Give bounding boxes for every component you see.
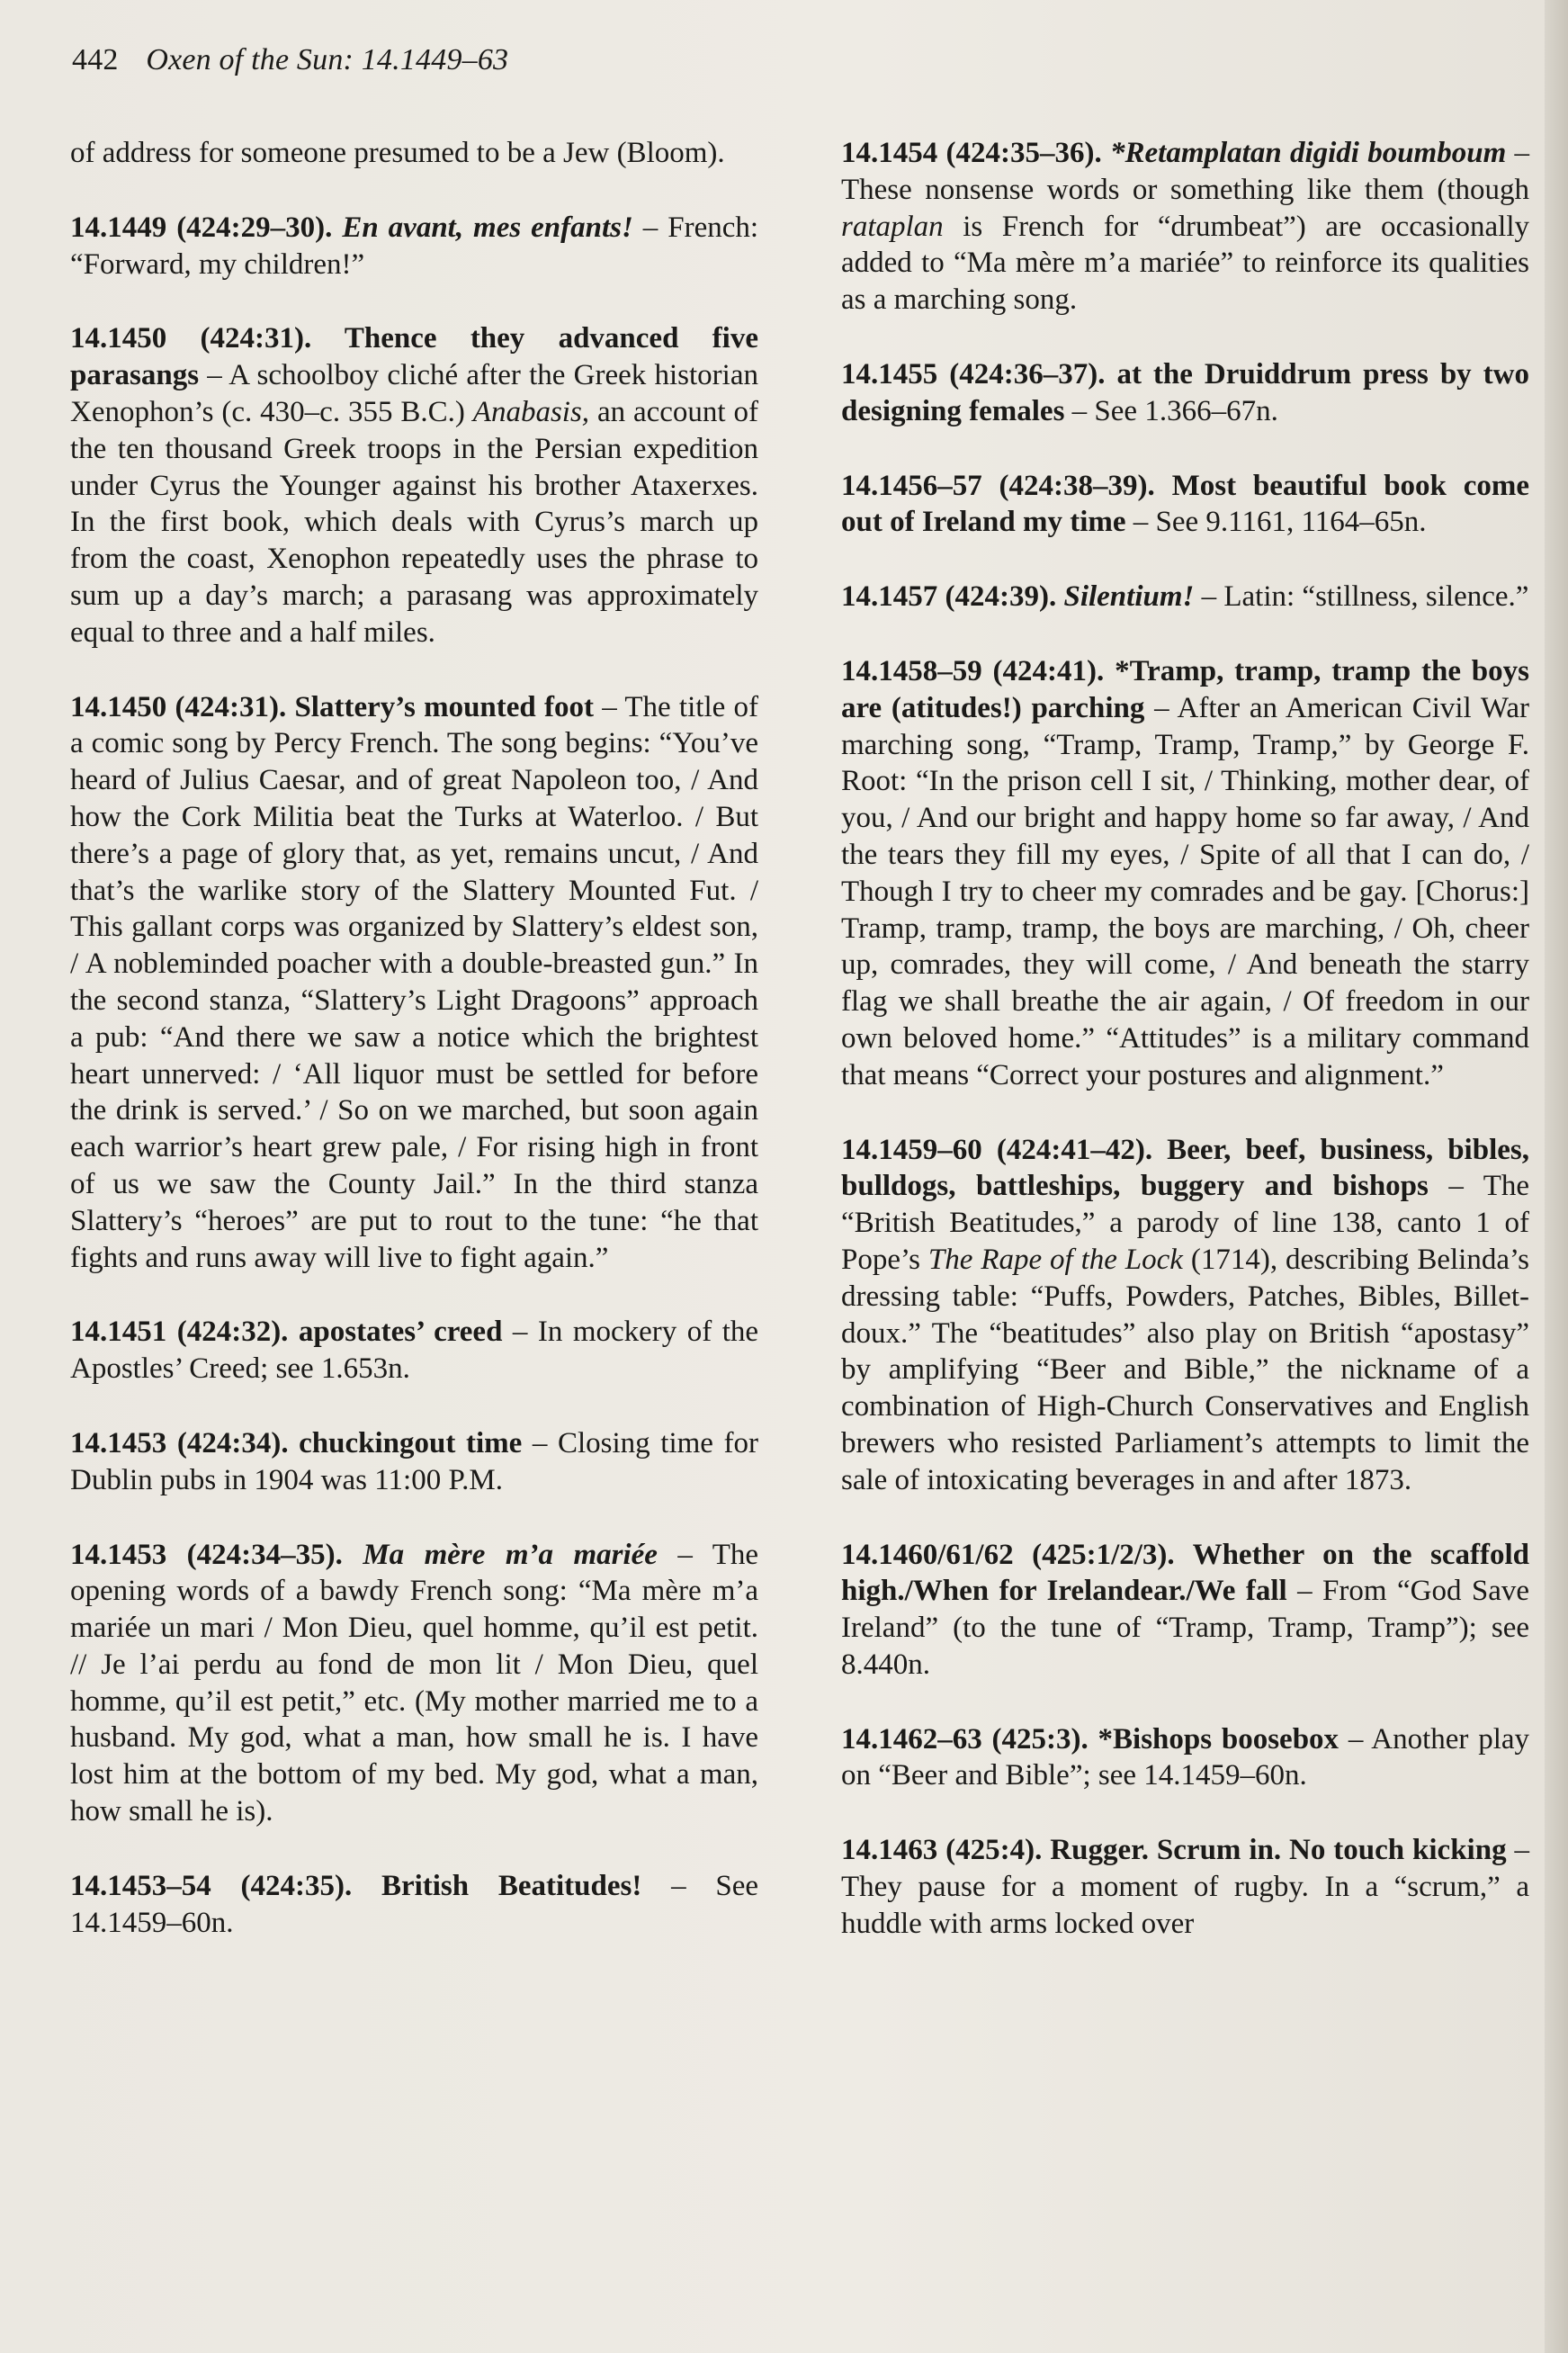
entry-14-1450-parasangs: 14.1450 (424:31). Thence they advanced five parasangs – A schoolboy cliché after the Greek historian Xenophon’s (c. 430–c. 355 B.C.) Anabasis, an account of the ten thousand Greek troops in the Persian expedition under Cyrus the Younger against his brother Ataxerxes. In the first book, which deals with Cyrus’s march up from the coast, Xenophon repeatedly uses the phrase to sum up a day’s march; a parasang was approximately equal to three and a half miles.: [70, 322, 758, 649]
entry-continuation: of address for someone presumed to be a Jew (Bloom).: [70, 137, 725, 169]
entry-14-1463: 14.1463 (425:4). Rugger. Scrum in. No touch kicking – They pause for a moment of rugby. In a “scrum,” a huddle with arms locked over: [841, 1834, 1529, 1940]
entry-14-1453-54: 14.1453–54 (424:35). British Beatitudes! – See 14.1459–60n.: [70, 1869, 758, 1939]
left-column: [70, 135, 758, 1979]
entry-14-1453-chuckingout: 14.1453 (424:34). chuckingout time – Closing time for Dublin pubs in 1904 was 11:00 P.M.: [70, 1426, 759, 1496]
running-header: [72, 43, 508, 77]
entry-14-1460-61-62: 14.1460/61/62 (425:1/2/3). Whether on the scaffold high./When for Irelandear./We fall – From “God Save Ireland” (to the tune of “Tramp, Tramp, Tramp”); see 8.440n.: [841, 1538, 1530, 1681]
page-edge: [1545, 0, 1568, 2353]
entry-14-1450-slattery: 14.1450 (424:31). Slattery’s mounted foot – The title of a comic song by Percy French. The song begins: “You’ve heard of Julius Caesar, and of great Napoleon too, / And how the Cork Militia beat the Turks at Waterloo. / But there’s a page of glory that, as yet, remains uncut, / And that’s the warlike story of the Slattery Mounted Fut. / This gallant corps was organized by Slattery’s eldest son, / A nobleminded poacher with a double-breasted gun.” In the second stanza, “Slattery’s Light Dragoons” approach a pub: “And there we saw a notice which the brightest heart unnerved: / ‘All liquor must be settled for before the drink is served.’ / So on we marched, but soon again each warrior’s heart grew pale, / For rising high in front of us we saw the County Jail.” In the third stanza Slattery’s “heroes” are put to rout to the tune: “he that fights and runs away will live to fight again.”: [70, 690, 758, 1274]
entry-14-1459-60: 14.1459–60 (424:41–42). Beer, beef, business, bibles, bulldogs, battleships, buggery and bishops – The “British Beatitudes,” a parody of line 138, canto 1 of Pope’s The Rape of the Lock (1714), describing Belinda’s dressing table: “Puffs, Powders, Patches, Bibles, Billet-doux.” The “beatitudes” also play on British “apostasy” by amplifying “Beer and Bible,” the nickname of a combination of High-Church Conservatives and English brewers who resisted Parliament’s attempts to limit the sale of intoxicating beverages in and after 1873.: [841, 1133, 1530, 1496]
entry-14-1449: 14.1449 (424:29–30). En avant, mes enfants! – French: “Forward, my children!”: [70, 211, 759, 281]
entry-14-1458-59: 14.1458–59 (424:41). *Tramp, tramp, tramp the boys are (atitudes!) parching – After an American Civil War marching song, “Tramp, Tramp, Tramp,” by George F. Root: “In the prison cell I sit, / Thinking, mother dear, of you, / And our bright and happy home so far away, / And the tears they fill my eyes, / Spite of all that I can do, / Though I try to cheer my comrades and be gay. [Chorus:] Tramp, tramp, tramp, the boys are marching, / Oh, cheer up, comrades, they will come, / And beneath the starry flag we shall breathe the air again, / Of freedom in our own beloved home.” “Attitudes” is a military command that means “Correct your postures and alignment.”: [841, 654, 1529, 1091]
entry-14-1451: 14.1451 (424:32). apostates’ creed – In mockery of the Apostles’ Creed; see 1.653n.: [70, 1316, 759, 1386]
right-column: [841, 135, 1529, 1980]
entry-14-1454: 14.1454 (424:35–36). *Retamplatan digidi boumboum – These nonsense words or something like them (though rataplan is French for “drumbeat”) are occasionally added to “Ma mère m’a mariée” to reinforce its qualities as a marching song.: [841, 137, 1530, 317]
entry-14-1462-63: 14.1462–63 (425:3). *Bishops boosebox – Another play on “Beer and Bible”; see 14.1459–60n.: [841, 1722, 1530, 1792]
entry-14-1453-ma-mere: 14.1453 (424:34–35). Ma mère m’a mariée – The opening words of a bawdy French song: “Ma mère m’a mariée un mari / Mon Dieu, quel homme, qu’il est petit. // Je l’ai perdu au fond de mon lit / Mon Dieu, quel homme, qu’il est petit,” etc. (My mother married me to a husband. My god, what a man, how small he is. I have lost him at the bottom of my bed. My god, what a man, how small he is).: [70, 1538, 759, 1828]
entry-14-1457: 14.1457 (424:39). Silentium! – Latin: “stillness, silence.”: [841, 580, 1529, 614]
entry-14-1455: 14.1455 (424:36–37). at the Druiddrum press by two designing females – See 1.366–67n.: [841, 357, 1529, 427]
page-number: 442: [72, 43, 119, 76]
running-title: Oxen of the Sun: 14.1449–63: [146, 43, 509, 76]
entry-14-1456-57: 14.1456–57 (424:38–39). Most beautiful book come out of Ireland my time – See 9.1161, 1164–65n.: [841, 469, 1529, 539]
